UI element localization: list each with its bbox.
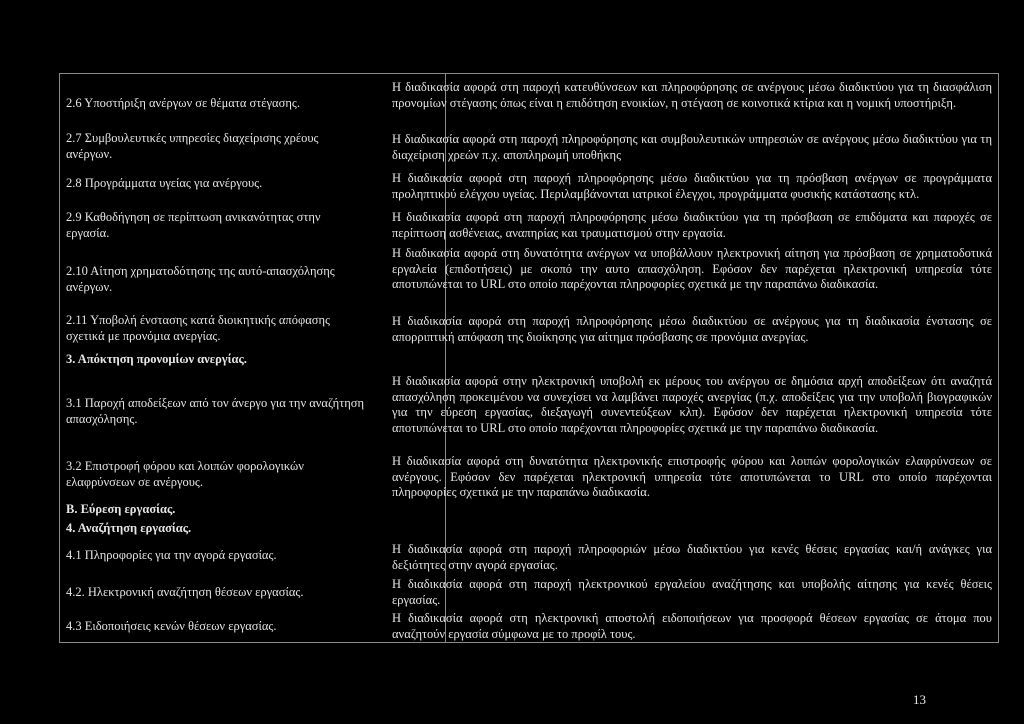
- left-heading-b: Β. Εύρεση εργασίας.: [66, 502, 176, 516]
- left-heading-4: 4. Αναζήτηση εργασίας.: [66, 521, 192, 535]
- right-row-2-9: Η διαδικασία αφορά στη παροχή πληροφόρησης μέσω διαδικτύου για τη πρόσβαση σε επιδόματα και παροχές σε περίπτωση ασθένειας, αναπηρίας και τραυματισμού στην εργασία.: [392, 210, 992, 240]
- content-table: [59, 73, 999, 643]
- left-row-3-2: 3.2 Επιστροφή φόρου και λοιπών φορολογικών ελαφρύνσεων σε ανέργους.: [66, 459, 304, 489]
- right-row-2-11: Η διαδικασία αφορά στη παροχή πληροφόρησης μέσω διαδικτύου σε ανέργους για τη διαδικασία ένστασης σε απορριπτική απόφαση της διοίκησης για αίτημα πρόσβασης σε προνόμια ανεργίας.: [392, 314, 992, 344]
- left-row-3-1: 3.1 Παροχή αποδείξεων από τον άνεργο για την αναζήτηση απασχόλησης.: [66, 396, 365, 426]
- left-row-2-7: 2.7 Συμβουλευτικές υπηρεσίες διαχείρισης χρέους ανέργων.: [66, 131, 319, 161]
- right-row-4-3: Η διαδικασία αφορά στη ηλεκτρονική αποστολή ειδοποιήσεων για προσφορά θέσεων εργασίας σε άτομα που αναζητούν εργασία σύμφωνα με το προφίλ τους.: [392, 611, 992, 641]
- left-row-2-11: 2.11 Υποβολή ένστασης κατά διοικητικής απόφασης σχετικά με προνόμια ανεργίας.: [66, 313, 330, 343]
- right-row-4-2: Η διαδικασία αφορά στη παροχή ηλεκτρονικού εργαλείου αναζήτησης και υποβολής αίτησης για κενές θέσεις εργασίας.: [392, 577, 992, 607]
- right-row-3-2: Η διαδικασία αφορά στη δυνατότητα ηλεκτρονικής επιστροφής φόρου και λοιπών φορολογικών ελαφρύνσεων σε ανέργους. Εφόσον δεν παρέχεται ηλεκτρονική υπηρεσία τότε αποτυπώνεται το URL στο οποίο παρέχονται πληροφορίες σχετικά με την παραπάνω διαδικασία.: [392, 454, 992, 499]
- left-row-2-9: 2.9 Καθοδήγηση σε περίπτωση ανικανότητας στην εργασία.: [66, 210, 321, 240]
- left-row-2-6: 2.6 Υποστήριξη ανέργων σε θέματα στέγασης.: [66, 96, 300, 110]
- left-row-2-10: 2.10 Αίτηση χρηματοδότησης της αυτό-απασχόλησης ανέργων.: [66, 264, 335, 294]
- right-row-2-7: Η διαδικασία αφορά στη παροχή πληροφόρησης και συμβουλευτικών υπηρεσιών σε ανέργους μέσω διαδικτύου για τη διαχείριση χρεών π.χ. αποπληρωμή υποθήκης: [392, 132, 992, 162]
- left-row-4-2: 4.2. Ηλεκτρονική αναζήτηση θέσεων εργασίας.: [66, 585, 304, 599]
- right-row-2-10: Η διαδικασία αφορά στη δυνατότητα ανέργων να υποβάλλουν ηλεκτρονική αίτηση για πρόσβαση σε χρηματοδοτικά εργαλεία (επιδοτήσεις) με σκοπό την αυτο απασχόληση. Εφόσον δεν παρέχεται ηλεκτρονική υπηρεσία τότε αποτυπώνεται το URL στο οποίο παρέχονται πληροφορίες σχετικά με την παραπάνω διαδικασία.: [392, 246, 992, 291]
- right-row-4-1: Η διαδικασία αφορά στη παροχή πληροφοριών μέσω διαδικτύου για κενές θέσεις εργασίας και/ή ανάγκες για δεξιότητες στην αγορά εργασίας.: [392, 542, 992, 572]
- left-heading-3: 3. Απόκτηση προνομίων ανεργίας.: [66, 352, 247, 366]
- right-row-2-8: Η διαδικασία αφορά στη παροχή πληροφόρησης μέσω διαδικτύου για τη πρόσβαση ανέργων σε προγράμματα προληπτικού ελέγχου υγείας. Περιλαμβάνονται ιατρικοί έλεγχοι, προγράμματα φυσικής κατάστασης κτλ.: [392, 171, 992, 201]
- right-row-2-6: Η διαδικασία αφορά στη παροχή κατευθύνσεων και πληροφόρησης σε ανέργους μέσω διαδικτύου για τη διασφάλιση προνομίων στέγασης όπως είναι η επιδότηση ενοικίων, η στέγαση σε κοινοτικά κτίρια και η νομική υποστήριξη.: [392, 80, 992, 110]
- left-row-4-1: 4.1 Πληροφορίες για την αγορά εργασίας.: [66, 548, 277, 562]
- page-number: 13: [913, 692, 926, 707]
- left-row-4-3: 4.3 Ειδοποιήσεις κενών θέσεων εργασίας.: [66, 619, 277, 633]
- right-row-3-1: Η διαδικασία αφορά στην ηλεκτρονική υποβολή εκ μέρους του ανέργου σε δημόσια αρχή αποδείξεων ότι αναζητά απασχόληση προκειμένου να συνεχίσει να λαμβάνει παροχές ανεργίας (π.χ. αποδείξεις για την υποβολή βιογραφικών για την εύρεση εργασίας, διεξαγωγή συνεντεύξεων κλπ). Εφόσον δεν παρέχεται ηλεκτρονική υπηρεσία τότε αποτυπώνεται το URL στο οποίο παρέχονται πληροφορίες σχετικά με την παραπάνω διαδικασία.: [392, 374, 992, 435]
- left-row-2-8: 2.8 Προγράμματα υγείας για ανέργους.: [66, 176, 263, 190]
